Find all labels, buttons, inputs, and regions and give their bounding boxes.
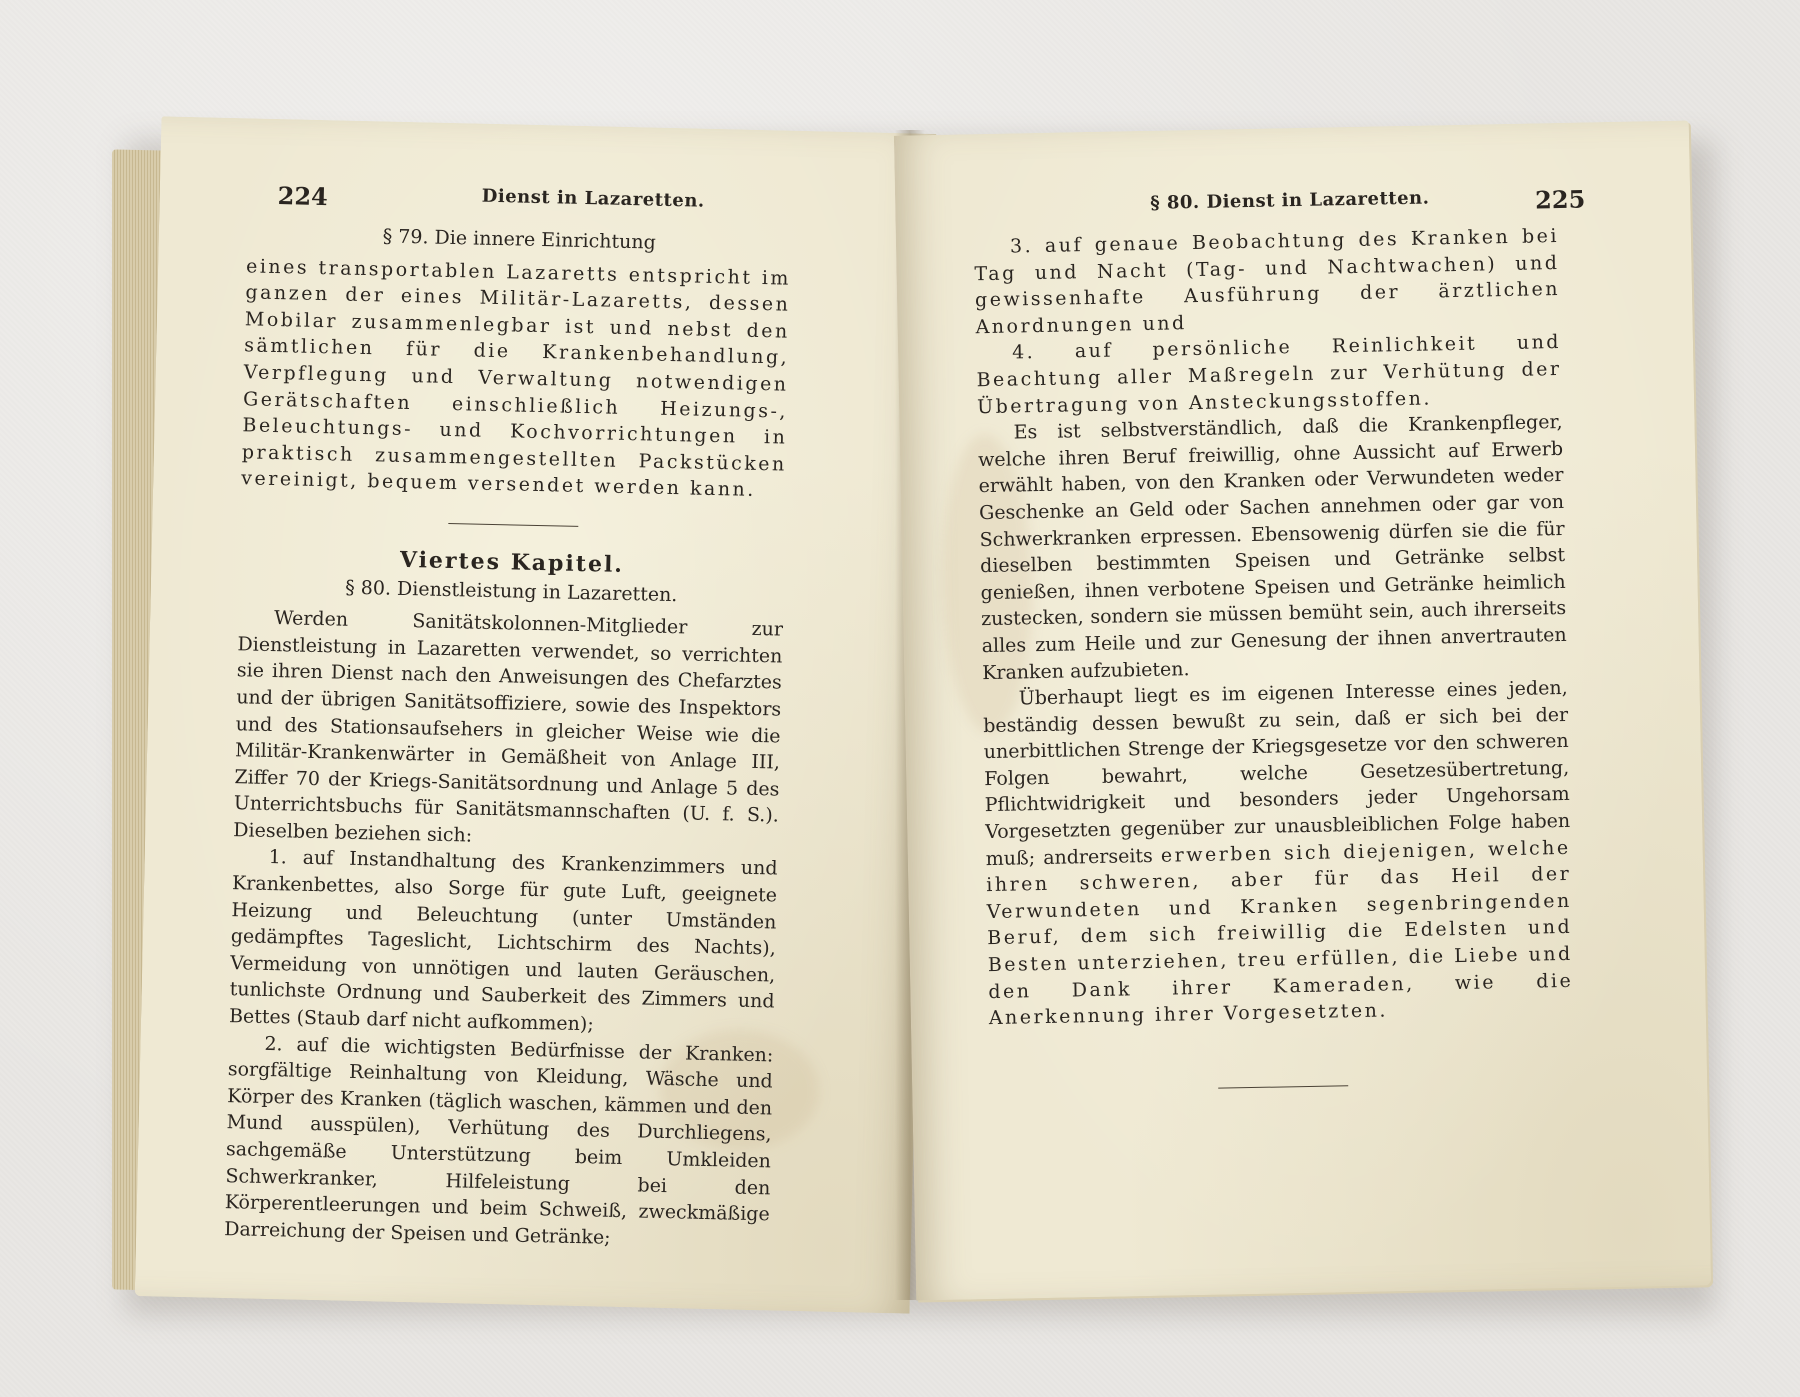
section-divider <box>448 523 578 527</box>
end-divider <box>1218 1085 1348 1088</box>
list-item-1: 1. auf Instandhaltung des Krankenzimmers und Krankenbettes, also Sorge für gute Luft, geeignete Heizung und Beleuchtung (unter Umständen gedämpftes Tageslicht, Lichtschirm des Nachts), Vermeidung von unnötigen und lauten Geräuschen, tunlichste Ordnung und Sauberkeit des Zimmers und Bettes (Staub darf nicht aufkommen); <box>228 846 778 1036</box>
list-item-3: 3. auf genaue Beobachtung des Kranken bei Tag und Nacht (Tag- und Nachtwachen) und gewissenhafte Ausführung der ärztlichen Anordnungen und <box>974 224 1561 338</box>
section-79-heading: § 79. Die innere Einrichtung <box>382 225 657 254</box>
right-page-body <box>974 223 1576 1117</box>
left-running-title: Dienst in Lazaretten. <box>481 185 705 212</box>
list-item-2: 2. auf die wichtigsten Bedürfnisse der Kranken: sorgfältige Reinhaltung von Kleidung, Wäsche und Körper des Kranken (täglich waschen, kämmen und den Mund ausspülen), Verhütung des Durchliegens, sachgemäße Unterstützung beim Umkleiden Schwerkranker, Hilfeleistung bei den Körperentleerungen und beim Schweiß, zweckmäßige Darreichung der Speisen und Getränke; <box>224 1032 774 1249</box>
right-page <box>894 120 1711 1300</box>
section-80-heading: § 80. Dienstleistung in Lazaretten. <box>345 576 678 606</box>
right-page-number: 225 <box>1534 184 1586 215</box>
right-running-head <box>895 182 1690 227</box>
left-page-body <box>224 218 792 1254</box>
chapter-title: Viertes Kapitel. <box>399 546 625 578</box>
right-running-title: § 80. Dienst in Lazaretten. <box>1150 187 1430 214</box>
section-80-text: Werden Sanitätskolonnen-Mitglieder zur Dienstleistung in Lazaretten verwendet, so verrichten sie ihren Dienst nach den Anweisungen des Chefarztes und der übrigen Sanitätsoffiziere, sowie des Inspektors und des Stationsaufsehers in gleicher Weise wie die Militär-Krankenwärter in Gemäßheit von Anlage III, Ziffer 70 der Kriegs-Sanitätsordnung und Anlage 5 des Unterrichtsbuchs für Sanitätsmannschaften (U. f. S.). Dieselben beziehen sich: <box>233 607 784 847</box>
left-page-number: 224 <box>277 181 329 212</box>
section-79-text: eines transportablen Lazaretts entspricht im ganzen der eines Militär-Lazaretts, dessen Mobilar zusammenlegbar ist und nebst den sämtlichen für die Krankenbehandlung, Verpflegung und Verwaltung notwendigen Gerätschaften einschließlich Heizungs-, Beleuchtungs- und Kochvorrichtungen in praktisch zusammengestellten Packstücken vereinigt, bequem versendet werden kann. <box>241 254 792 502</box>
list-item-4: 4. auf persönliche Reinlichkeit und Beachtung aller Maßregeln zur Verhütung der Übertragung von Ansteckungsstoffen. <box>976 331 1562 418</box>
left-page <box>135 116 937 1313</box>
paragraph-duty-part-a: Überhaupt liegt es im eigenen Interesse eines jeden, beständig dessen bewußt zu sein, daß er sich bei der unerbittlichen Strenge der Kriegsgesetze vor den schweren Folgen bewahrt, welche Gesetzesübertretung, Pflichtwidrigkeit und besonders jeder Ungehorsam Vorgesetzten gegenüber zur unausbleiblichen Folge haben muß; andrerseits <box>983 677 1571 870</box>
paragraph-duty-part-b: erwerben sich diejenigen, welche ihren schweren, aber für das Heil der Verwundeten und Kranken segenbringenden Beruf, dem sich freiwillig die Edelsten und Besten unterziehen, treu erfüllen, die Liebe und den Dank ihrer Kameraden, wie die Anerkennung ihrer Vorgesetzten. <box>986 836 1574 1030</box>
paragraph-duty <box>982 675 1574 1032</box>
paragraph-conduct: Es ist selbstverständlich, daß die Krankenpfleger, welche ihren Beruf freiwillig, ohne Aussicht auf Erwerb erwählt haben, von den Kranken oder Verwundeten weder Geschenke an Geld oder Sachen annehmen oder gar von Schwerkranken erpressen. Ebensowenig dürfen sie die für dieselben bestimmten Speisen und Getränke selbst genießen, ihnen verbotene Speisen und Getränke heimlich zustecken, sondern sie müssen bemüht sein, auch ihrerseits alles zum Heile und zur Genesung der ihnen anvertrauten Kranken aufzubieten. <box>977 411 1567 684</box>
